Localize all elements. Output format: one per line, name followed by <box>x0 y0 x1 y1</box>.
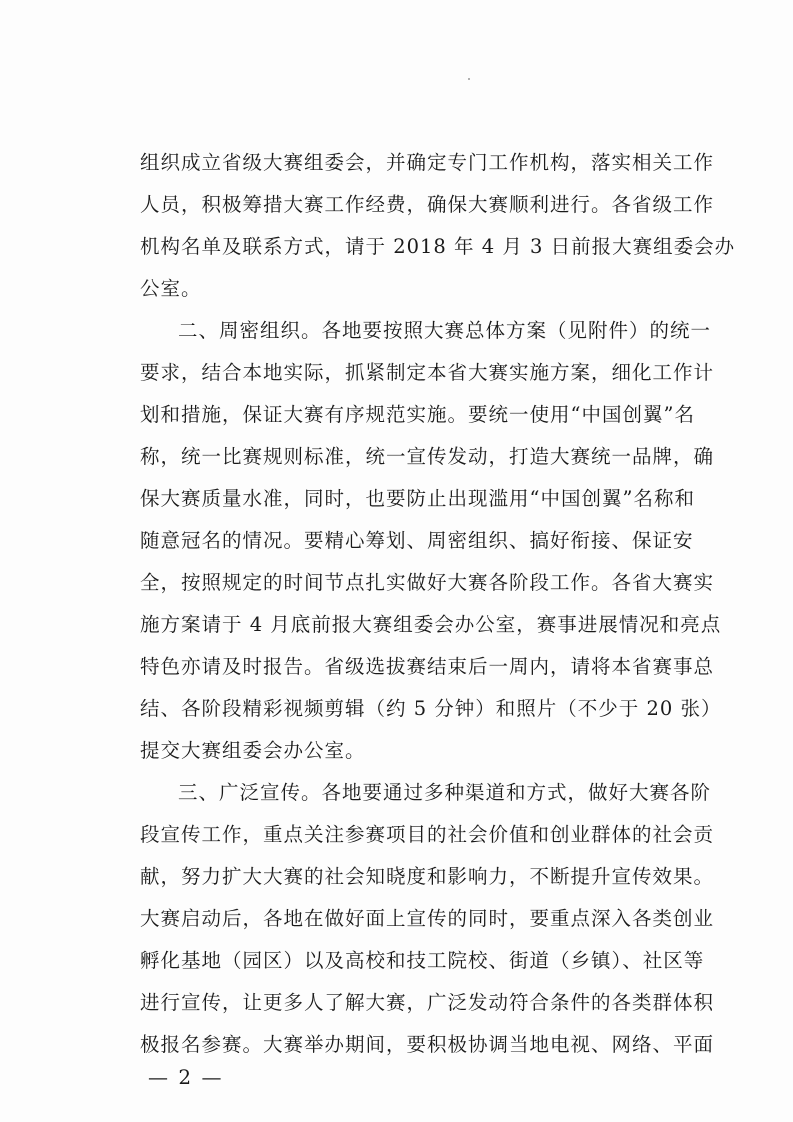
body-line: 公室。 <box>140 277 202 300</box>
body-line: 献，努力扩大大赛的社会知晓度和影响力，不断提升宣传效果。 <box>140 865 715 888</box>
body-line: 组织成立省级大赛组委会，并确定专门工作机构，落实相关工作 <box>140 151 715 174</box>
page-number: — 2 — <box>148 1065 224 1089</box>
body-line: 提交大赛组委会办公室。 <box>140 739 366 762</box>
body-line: 特色亦请及时报告。省级选拔赛结束后一周内，请将本省赛事总 <box>140 655 715 678</box>
scan-speck <box>468 78 470 80</box>
body-line: 保大赛质量水准，同时，也要防止出现滥用“中国创翼”名称和 <box>140 487 695 510</box>
body-line: 称，统一比赛规则标准，统一宣传发动，打造大赛统一品牌，确 <box>140 445 715 468</box>
body-line: 大赛启动后，各地在做好面上宣传的同时，要重点深入各类创业 <box>140 907 715 930</box>
body-line: 结、各阶段精彩视频剪辑（约 5 分钟）和照片（不少于 20 张） <box>140 697 722 720</box>
section-heading-line: 三、广泛宣传。各地要通过多种渠道和方式，做好大赛各阶 <box>178 781 712 804</box>
body-line: 段宣传工作，重点关注参赛项目的社会价值和创业群体的社会贡 <box>140 823 715 846</box>
body-line: 进行宣传，让更多人了解大赛，广泛发动符合条件的各类群体积 <box>140 991 715 1014</box>
body-line: 机构名单及联系方式，请于 2018 年 4 月 3 日前报大赛组委会办 <box>140 235 736 258</box>
body-line: 极报名参赛。大赛举办期间，要积极协调当地电视、网络、平面 <box>140 1033 715 1056</box>
body-line: 孵化基地（园区）以及高校和技工院校、街道（乡镇）、社区等 <box>140 949 705 972</box>
section-heading-line: 二、周密组织。各地要按照大赛总体方案（见附件）的统一 <box>178 319 712 342</box>
body-line: 人员，积极筹措大赛工作经费，确保大赛顺利进行。各省级工作 <box>140 193 715 216</box>
body-line: 要求，结合本地实际，抓紧制定本省大赛实施方案，细化工作计 <box>140 361 715 384</box>
body-line: 随意冠名的情况。要精心筹划、周密组织、搞好衔接、保证安 <box>140 529 694 552</box>
body-line: 全，按照规定的时间节点扎实做好大赛各阶段工作。各省大赛实 <box>140 571 715 594</box>
body-line: 施方案请于 4 月底前报大赛组委会办公室，赛事进展情况和亮点 <box>140 613 722 636</box>
body-line: 划和措施，保证大赛有序规范实施。要统一使用“中国创翼”名 <box>140 403 695 426</box>
